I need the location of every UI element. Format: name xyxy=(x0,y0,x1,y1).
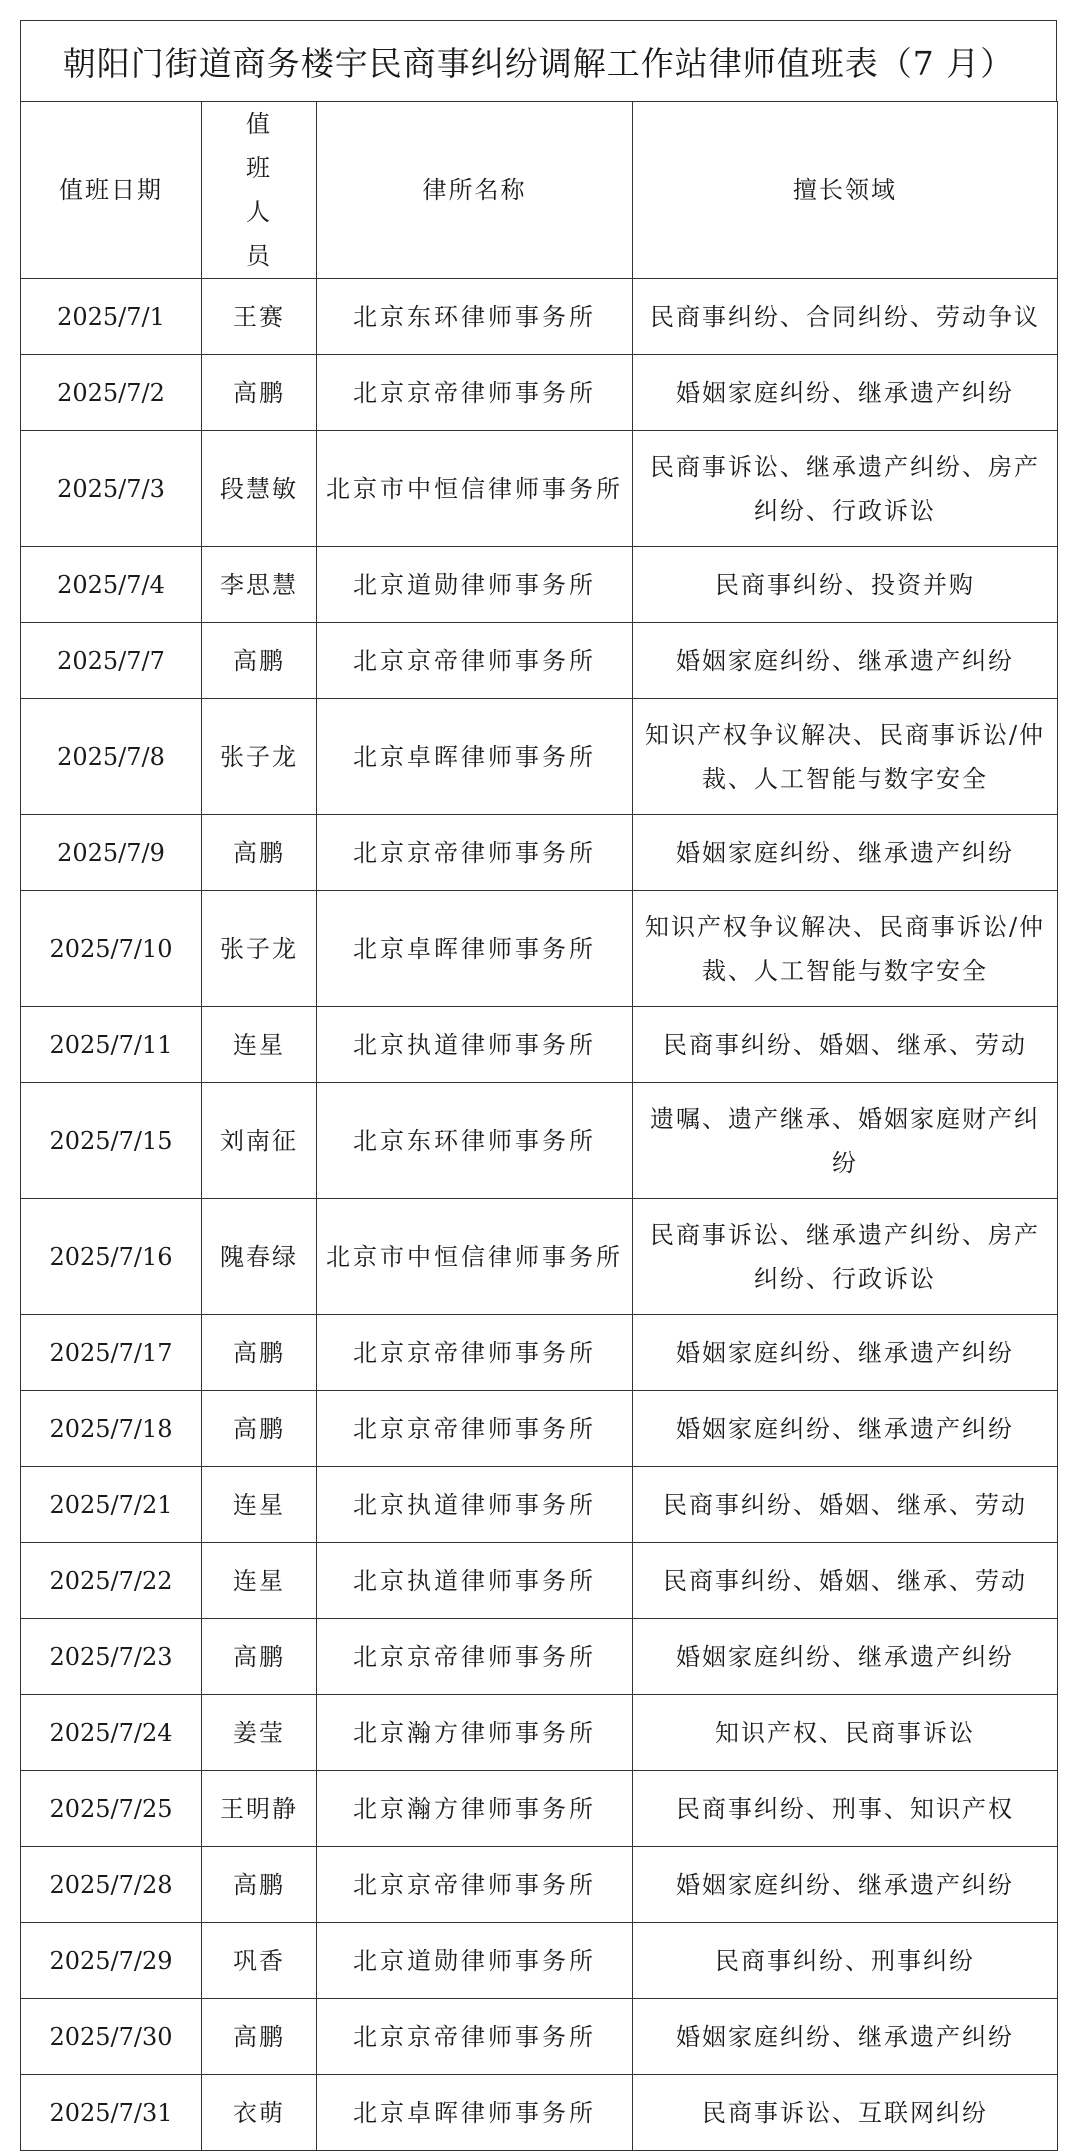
cell-field: 民商事纠纷、刑事纠纷 xyxy=(633,1923,1058,1999)
cell-person: 连星 xyxy=(202,1543,317,1619)
header-field: 擅长领域 xyxy=(633,102,1058,279)
cell-field: 知识产权争议解决、民商事诉讼/仲裁、人工智能与数字安全 xyxy=(633,699,1058,815)
duty-roster-document xyxy=(20,20,1057,2151)
cell-date: 2025/7/15 xyxy=(21,1083,202,1199)
cell-firm: 北京执道律师事务所 xyxy=(317,1467,633,1543)
cell-person: 张子龙 xyxy=(202,699,317,815)
cell-person: 段慧敏 xyxy=(202,431,317,547)
table-row xyxy=(21,699,1058,815)
cell-date: 2025/7/10 xyxy=(21,891,202,1007)
cell-firm: 北京东环律师事务所 xyxy=(317,1083,633,1199)
cell-date: 2025/7/24 xyxy=(21,1695,202,1771)
cell-field: 民商事纠纷、投资并购 xyxy=(633,547,1058,623)
table-row xyxy=(21,1467,1058,1543)
cell-firm: 北京道勋律师事务所 xyxy=(317,547,633,623)
header-firm: 律所名称 xyxy=(317,102,633,279)
cell-person: 李思慧 xyxy=(202,547,317,623)
cell-date: 2025/7/11 xyxy=(21,1007,202,1083)
cell-field: 民商事诉讼、互联网纠纷 xyxy=(633,2075,1058,2151)
cell-firm: 北京瀚方律师事务所 xyxy=(317,1771,633,1847)
cell-field: 民商事纠纷、刑事、知识产权 xyxy=(633,1771,1058,1847)
cell-person: 刘南征 xyxy=(202,1083,317,1199)
cell-field: 民商事纠纷、婚姻、继承、劳动 xyxy=(633,1007,1058,1083)
table-row xyxy=(21,1923,1058,1999)
duty-roster-table xyxy=(20,101,1058,2151)
cell-person: 高鹏 xyxy=(202,355,317,431)
cell-date: 2025/7/31 xyxy=(21,2075,202,2151)
cell-date: 2025/7/30 xyxy=(21,1999,202,2075)
cell-firm: 北京市中恒信律师事务所 xyxy=(317,1199,633,1315)
cell-person: 高鹏 xyxy=(202,1847,317,1923)
cell-person: 高鹏 xyxy=(202,1391,317,1467)
cell-field: 民商事纠纷、婚姻、继承、劳动 xyxy=(633,1543,1058,1619)
table-row xyxy=(21,1199,1058,1315)
cell-firm: 北京卓晖律师事务所 xyxy=(317,891,633,1007)
table-row xyxy=(21,355,1058,431)
cell-person: 衣萌 xyxy=(202,2075,317,2151)
table-row xyxy=(21,1315,1058,1391)
table-row xyxy=(21,891,1058,1007)
table-row xyxy=(21,1007,1058,1083)
cell-person: 巩香 xyxy=(202,1923,317,1999)
table-row xyxy=(21,1083,1058,1199)
cell-firm: 北京京帝律师事务所 xyxy=(317,1619,633,1695)
cell-firm: 北京瀚方律师事务所 xyxy=(317,1695,633,1771)
table-row xyxy=(21,1695,1058,1771)
cell-firm: 北京卓晖律师事务所 xyxy=(317,2075,633,2151)
cell-firm: 北京京帝律师事务所 xyxy=(317,1315,633,1391)
cell-field: 民商事纠纷、合同纠纷、劳动争议 xyxy=(633,279,1058,355)
page-title: 朝阳门街道商务楼宇民商事纠纷调解工作站律师值班表（7 月） xyxy=(20,20,1057,101)
cell-date: 2025/7/16 xyxy=(21,1199,202,1315)
table-row xyxy=(21,1999,1058,2075)
table-row xyxy=(21,1391,1058,1467)
cell-date: 2025/7/2 xyxy=(21,355,202,431)
cell-person: 张子龙 xyxy=(202,891,317,1007)
table-row xyxy=(21,547,1058,623)
cell-date: 2025/7/1 xyxy=(21,279,202,355)
cell-person: 高鹏 xyxy=(202,1999,317,2075)
cell-field: 婚姻家庭纠纷、继承遗产纠纷 xyxy=(633,1315,1058,1391)
table-row xyxy=(21,1771,1058,1847)
table-row xyxy=(21,1847,1058,1923)
cell-firm: 北京京帝律师事务所 xyxy=(317,1999,633,2075)
cell-person: 姜莹 xyxy=(202,1695,317,1771)
table-row xyxy=(21,279,1058,355)
cell-firm: 北京执道律师事务所 xyxy=(317,1007,633,1083)
table-row xyxy=(21,1543,1058,1619)
header-person: 值班人员 xyxy=(202,102,317,279)
table-row xyxy=(21,815,1058,891)
cell-field: 婚姻家庭纠纷、继承遗产纠纷 xyxy=(633,815,1058,891)
cell-field: 婚姻家庭纠纷、继承遗产纠纷 xyxy=(633,623,1058,699)
cell-firm: 北京执道律师事务所 xyxy=(317,1543,633,1619)
table-row xyxy=(21,1619,1058,1695)
cell-date: 2025/7/21 xyxy=(21,1467,202,1543)
cell-firm: 北京京帝律师事务所 xyxy=(317,623,633,699)
cell-person: 隗春绿 xyxy=(202,1199,317,1315)
cell-person: 王明静 xyxy=(202,1771,317,1847)
cell-firm: 北京京帝律师事务所 xyxy=(317,815,633,891)
cell-field: 婚姻家庭纠纷、继承遗产纠纷 xyxy=(633,1999,1058,2075)
cell-firm: 北京道勋律师事务所 xyxy=(317,1923,633,1999)
cell-date: 2025/7/9 xyxy=(21,815,202,891)
table-row xyxy=(21,623,1058,699)
cell-date: 2025/7/4 xyxy=(21,547,202,623)
cell-date: 2025/7/22 xyxy=(21,1543,202,1619)
cell-field: 知识产权争议解决、民商事诉讼/仲裁、人工智能与数字安全 xyxy=(633,891,1058,1007)
cell-firm: 北京京帝律师事务所 xyxy=(317,1847,633,1923)
table-header-row xyxy=(21,102,1058,279)
table-row xyxy=(21,431,1058,547)
cell-field: 民商事诉讼、继承遗产纠纷、房产纠纷、行政诉讼 xyxy=(633,1199,1058,1315)
cell-field: 婚姻家庭纠纷、继承遗产纠纷 xyxy=(633,355,1058,431)
cell-field: 民商事诉讼、继承遗产纠纷、房产纠纷、行政诉讼 xyxy=(633,431,1058,547)
cell-date: 2025/7/7 xyxy=(21,623,202,699)
cell-field: 婚姻家庭纠纷、继承遗产纠纷 xyxy=(633,1847,1058,1923)
cell-person: 连星 xyxy=(202,1007,317,1083)
cell-person: 高鹏 xyxy=(202,623,317,699)
cell-date: 2025/7/18 xyxy=(21,1391,202,1467)
cell-firm: 北京东环律师事务所 xyxy=(317,279,633,355)
cell-date: 2025/7/17 xyxy=(21,1315,202,1391)
cell-date: 2025/7/25 xyxy=(21,1771,202,1847)
cell-person: 高鹏 xyxy=(202,815,317,891)
cell-firm: 北京卓晖律师事务所 xyxy=(317,699,633,815)
cell-firm: 北京京帝律师事务所 xyxy=(317,355,633,431)
cell-date: 2025/7/3 xyxy=(21,431,202,547)
cell-field: 知识产权、民商事诉讼 xyxy=(633,1695,1058,1771)
cell-person: 高鹏 xyxy=(202,1315,317,1391)
cell-date: 2025/7/23 xyxy=(21,1619,202,1695)
cell-person: 高鹏 xyxy=(202,1619,317,1695)
cell-firm: 北京京帝律师事务所 xyxy=(317,1391,633,1467)
cell-date: 2025/7/28 xyxy=(21,1847,202,1923)
table-body xyxy=(21,279,1058,2151)
cell-person: 王赛 xyxy=(202,279,317,355)
cell-person: 连星 xyxy=(202,1467,317,1543)
cell-field: 遗嘱、遗产继承、婚姻家庭财产纠纷 xyxy=(633,1083,1058,1199)
cell-date: 2025/7/8 xyxy=(21,699,202,815)
cell-field: 婚姻家庭纠纷、继承遗产纠纷 xyxy=(633,1391,1058,1467)
header-date: 值班日期 xyxy=(21,102,202,279)
cell-field: 民商事纠纷、婚姻、继承、劳动 xyxy=(633,1467,1058,1543)
table-row xyxy=(21,2075,1058,2151)
cell-field: 婚姻家庭纠纷、继承遗产纠纷 xyxy=(633,1619,1058,1695)
cell-firm: 北京市中恒信律师事务所 xyxy=(317,431,633,547)
cell-date: 2025/7/29 xyxy=(21,1923,202,1999)
